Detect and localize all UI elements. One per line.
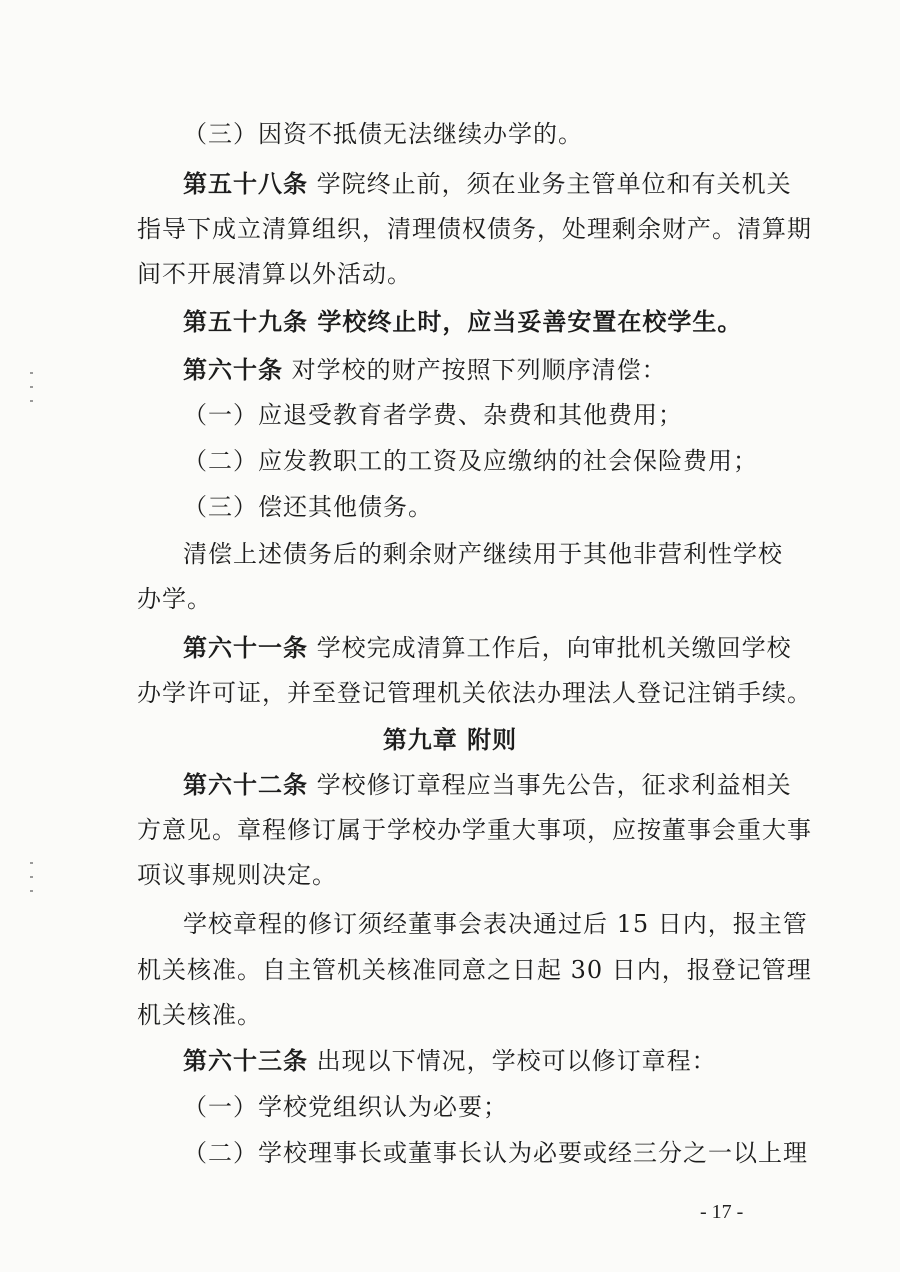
paragraph-line: 清偿上述债务后的剩余财产继续用于其他非营利性学校 bbox=[183, 540, 783, 568]
paragraph-line: 办学。 bbox=[137, 585, 212, 613]
paragraph-line: 指导下成立清算组织，清理债权债务，处理剩余财产。清算期 bbox=[137, 215, 812, 243]
article-61-line: 第六十一条 学校完成清算工作后，向审批机关缴回学校 bbox=[183, 634, 792, 662]
list-item: （一）应退受教育者学费、杂费和其他费用； bbox=[183, 401, 683, 429]
scan-speck bbox=[30, 890, 33, 892]
paragraph-line: 间不开展清算以外活动。 bbox=[137, 260, 412, 288]
article-60-line: 第六十条 对学校的财产按照下列顺序清偿： bbox=[183, 356, 667, 384]
paragraph-line: 项议事规则决定。 bbox=[137, 861, 337, 889]
paragraph-line: 机关核准。自主管机关核准同意之日起 30 日内，报登记管理 bbox=[137, 956, 812, 984]
paragraph-line: 办学许可证，并至登记管理机关依法办理法人登记注销手续。 bbox=[137, 679, 812, 707]
paragraph-line: （三）因资不抵债无法继续办学的。 bbox=[183, 120, 583, 148]
scan-speck bbox=[30, 400, 33, 402]
article-59-line: 第五十九条 学校终止时，应当妥善安置在校学生。 bbox=[183, 308, 743, 336]
scan-speck-group bbox=[30, 862, 40, 904]
article-number: 第五十八条 bbox=[183, 170, 308, 198]
article-number: 第六十一条 bbox=[183, 634, 308, 662]
page-number: - 17 - bbox=[700, 1201, 744, 1223]
scan-speck-group bbox=[30, 372, 40, 414]
article-number: 第六十三条 bbox=[183, 1047, 308, 1075]
list-item: （三）偿还其他债务。 bbox=[183, 493, 433, 521]
scan-speck bbox=[30, 386, 33, 388]
article-number: 第六十条 bbox=[183, 356, 283, 384]
article-63-line: 第六十三条 出现以下情况，学校可以修订章程： bbox=[183, 1047, 717, 1075]
article-number: 第六十二条 bbox=[183, 771, 308, 799]
paragraph-line: 方意见。章程修订属于学校办学重大事项，应按董事会重大事 bbox=[137, 816, 812, 844]
article-62-line: 第六十二条 学校修订章程应当事先公告，征求利益相关 bbox=[183, 771, 792, 799]
paragraph-line: 机关核准。 bbox=[137, 1001, 262, 1029]
scan-speck bbox=[30, 876, 33, 878]
list-item: （一）学校党组织认为必要； bbox=[183, 1093, 508, 1121]
list-item: （二）学校理事长或董事长认为必要或经三分之一以上理 bbox=[183, 1139, 808, 1167]
scan-speck bbox=[30, 372, 33, 374]
article-58-line: 第五十八条 学院终止前，须在业务主管单位和有关机关 bbox=[183, 170, 792, 198]
chapter-heading: 第九章 附则 bbox=[382, 726, 518, 754]
paragraph-line: 学校章程的修订须经董事会表决通过后 15 日内，报主管 bbox=[183, 910, 808, 938]
list-item: （二）应发教职工的工资及应缴纳的社会保险费用； bbox=[183, 447, 758, 475]
scan-speck bbox=[30, 862, 33, 864]
